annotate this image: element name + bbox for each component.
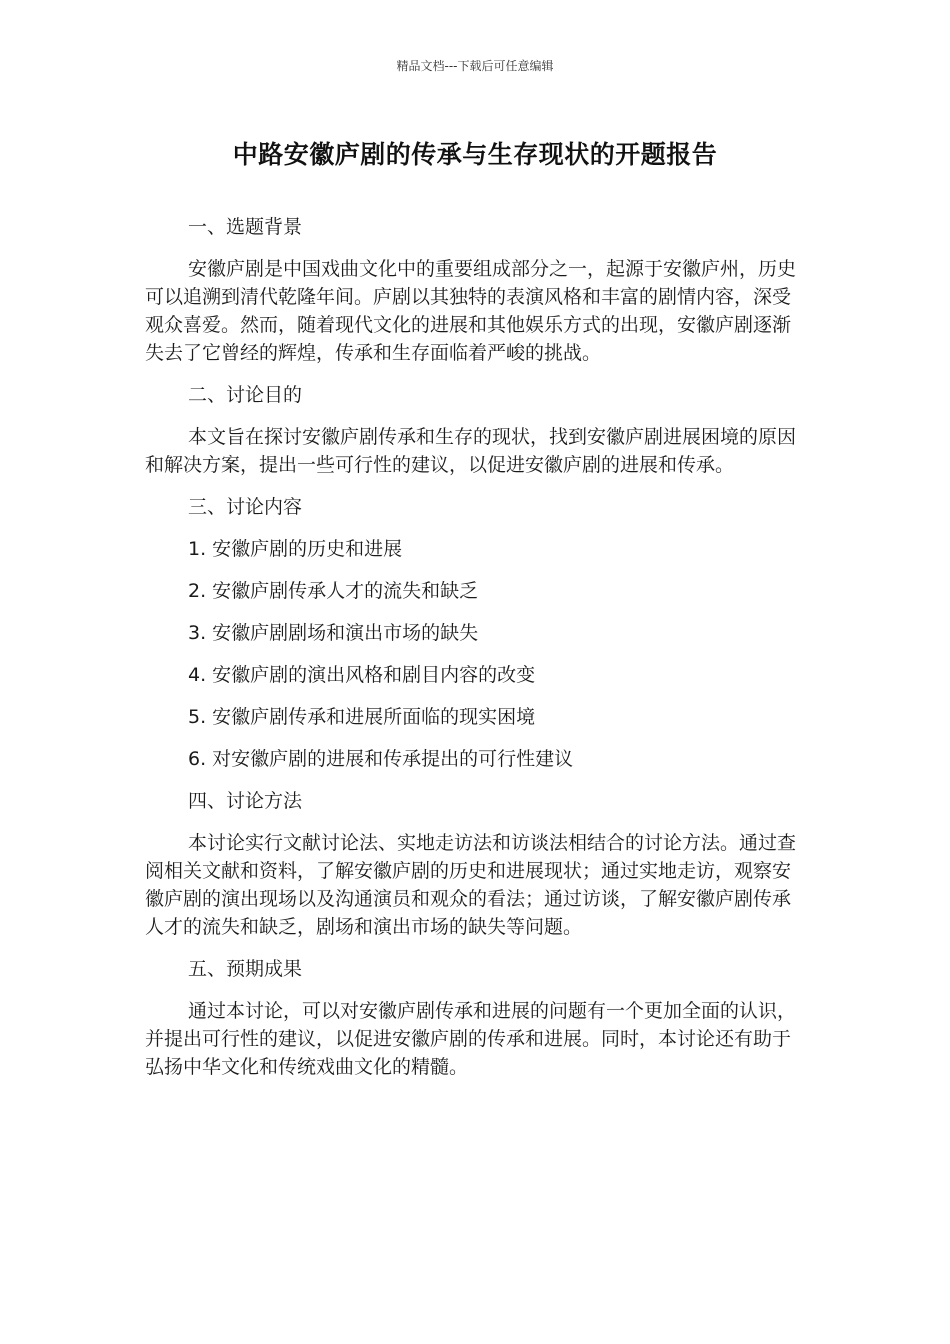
content-list-item: 3. 安徽庐剧剧场和演出市场的缺失 [188,622,479,644]
section-heading-background: 一、选题背景 [188,216,303,238]
content-list-item: 5. 安徽庐剧传承和进展所面临的现实困境 [188,706,536,728]
paragraph-background: 安徽庐剧是中国戏曲文化中的重要组成部分之一，起源于安徽庐州，历史可以追溯到清代乾隆年间。庐剧以其独特的表演风格和丰富的剧情内容，深受观众喜爱。然而，随着现代文化的进展和其他娱乐方式的出现，安徽庐剧逐渐失去了它曾经的辉煌，传承和生存面临着严峻的挑战。 [145,258,797,364]
content-list-item: 6. 对安徽庐剧的进展和传承提出的可行性建议 [188,748,574,770]
section-heading-purpose: 二、讨论目的 [188,384,303,406]
paragraph-purpose: 本文旨在探讨安徽庐剧传承和生存的现状，找到安徽庐剧进展困境的原因和解决方案，提出一些可行性的建议，以促进安徽庐剧的进展和传承。 [145,426,797,476]
section-heading-content: 三、讨论内容 [188,496,303,518]
header-note: 精品文档---下载后可任意编辑 [396,59,554,73]
section-heading-method: 四、讨论方法 [188,790,303,812]
paragraph-method: 本讨论实行文献讨论法、实地走访法和访谈法相结合的讨论方法。通过查阅相关文献和资料，了解安徽庐剧的历史和进展现状；通过实地走访，观察安徽庐剧的演出现场以及沟通演员和观众的看法；通过访谈，了解安徽庐剧传承人才的流失和缺乏，剧场和演出市场的缺失等问题。 [145,832,797,938]
content-list-item: 1. 安徽庐剧的历史和进展 [188,538,403,560]
document-body [145,213,805,1095]
document-title: 中路安徽庐剧的传承与生存现状的开题报告 [232,140,718,169]
content-list-item: 2. 安徽庐剧传承人才的流失和缺乏 [188,580,479,602]
section-heading-outcome: 五、预期成果 [188,958,303,980]
content-list-item: 4. 安徽庐剧的演出风格和剧目内容的改变 [188,664,536,686]
paragraph-outcome: 通过本讨论，可以对安徽庐剧传承和进展的问题有一个更加全面的认识，并提出可行性的建议，以促进安徽庐剧的传承和进展。同时，本讨论还有助于弘扬中华文化和传统戏曲文化的精髓。 [145,1000,797,1078]
